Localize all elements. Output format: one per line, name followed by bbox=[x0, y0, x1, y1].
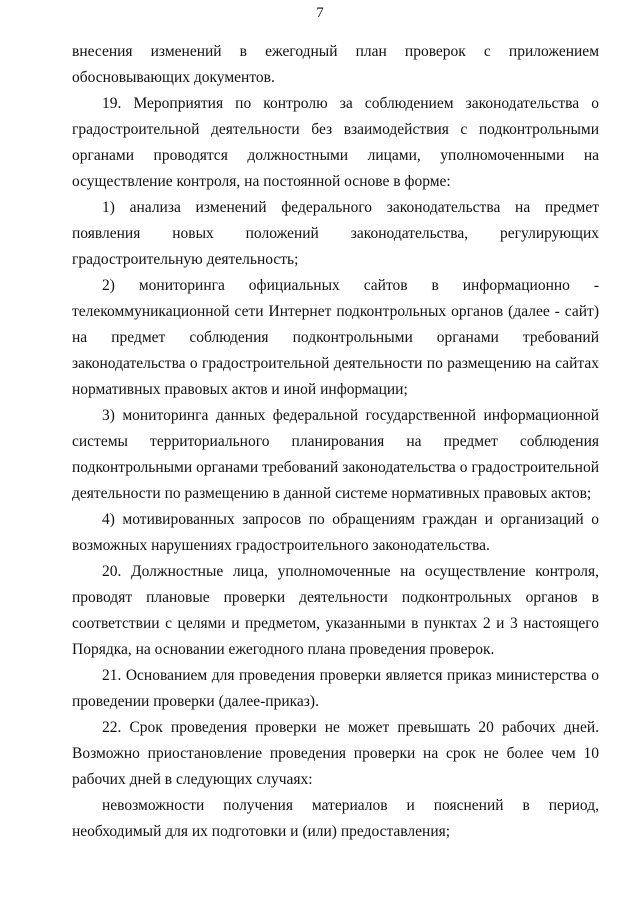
paragraph-subitem-2: 2) мониторинга официальных сайтов в информационно - телекоммуникационной сети Интернет подконтрольных органов (далее - сайт) на предмет соблюдения подконтрольными органами требований законодательства о градостроительной деятельности по размещению на сайтах нормативных правовых актов и иной информации; bbox=[72, 277, 599, 398]
paragraph-item-22: 22. Срок проведения проверки не может превышать 20 рабочих дней. Возможно приостановление проведения проверки на срок не более чем 10 рабочих дней в следующих случаях: bbox=[72, 719, 599, 788]
paragraph-subitem-1: 1) анализа изменений федерального законодательства на предмет появления новых положений законодательства, регулирующих градостроительную деятельность; bbox=[72, 199, 599, 268]
paragraph-item-20: 20. Должностные лица, уполномоченные на осуществление контроля, проводят плановые проверки деятельности подконтрольных органов в соответствии с целями и предметом, указанными в пунктах 2 и 3 настоящего Порядка, на основании ежегодного плана проведения проверок. bbox=[72, 563, 599, 658]
paragraph-subitem-3: 3) мониторинга данных федеральной государственной информационной системы территориального планирования на предмет соблюдения подконтрольными органами требований законодательства о градостроительной деятельности по размещению в данной системе нормативных правовых актов; bbox=[72, 407, 599, 502]
paragraph-item-21: 21. Основанием для проведения проверки является приказ министерства о проведении проверки (далее-приказ). bbox=[72, 667, 599, 710]
paragraph-subitem-4: 4) мотивированных запросов по обращениям граждан и организаций о возможных нарушениях градостроительного законодательства. bbox=[72, 511, 599, 554]
document-body bbox=[72, 39, 599, 845]
paragraph-continuation: внесения изменений в ежегодный план проверок с приложением обосновывающих документов. bbox=[72, 43, 599, 86]
paragraph-case: невозможности получения материалов и пояснений в период, необходимый для их подготовки и (или) предоставления; bbox=[72, 797, 599, 840]
page-number: 7 bbox=[316, 5, 324, 21]
paragraph-item-19: 19. Мероприятия по контролю за соблюдением законодательства о градостроительной деятельности без взаимодействия с подконтрольными органами проводятся должностными лицами, уполномоченными на осуществление контроля, на постоянной основе в форме: bbox=[72, 95, 599, 190]
